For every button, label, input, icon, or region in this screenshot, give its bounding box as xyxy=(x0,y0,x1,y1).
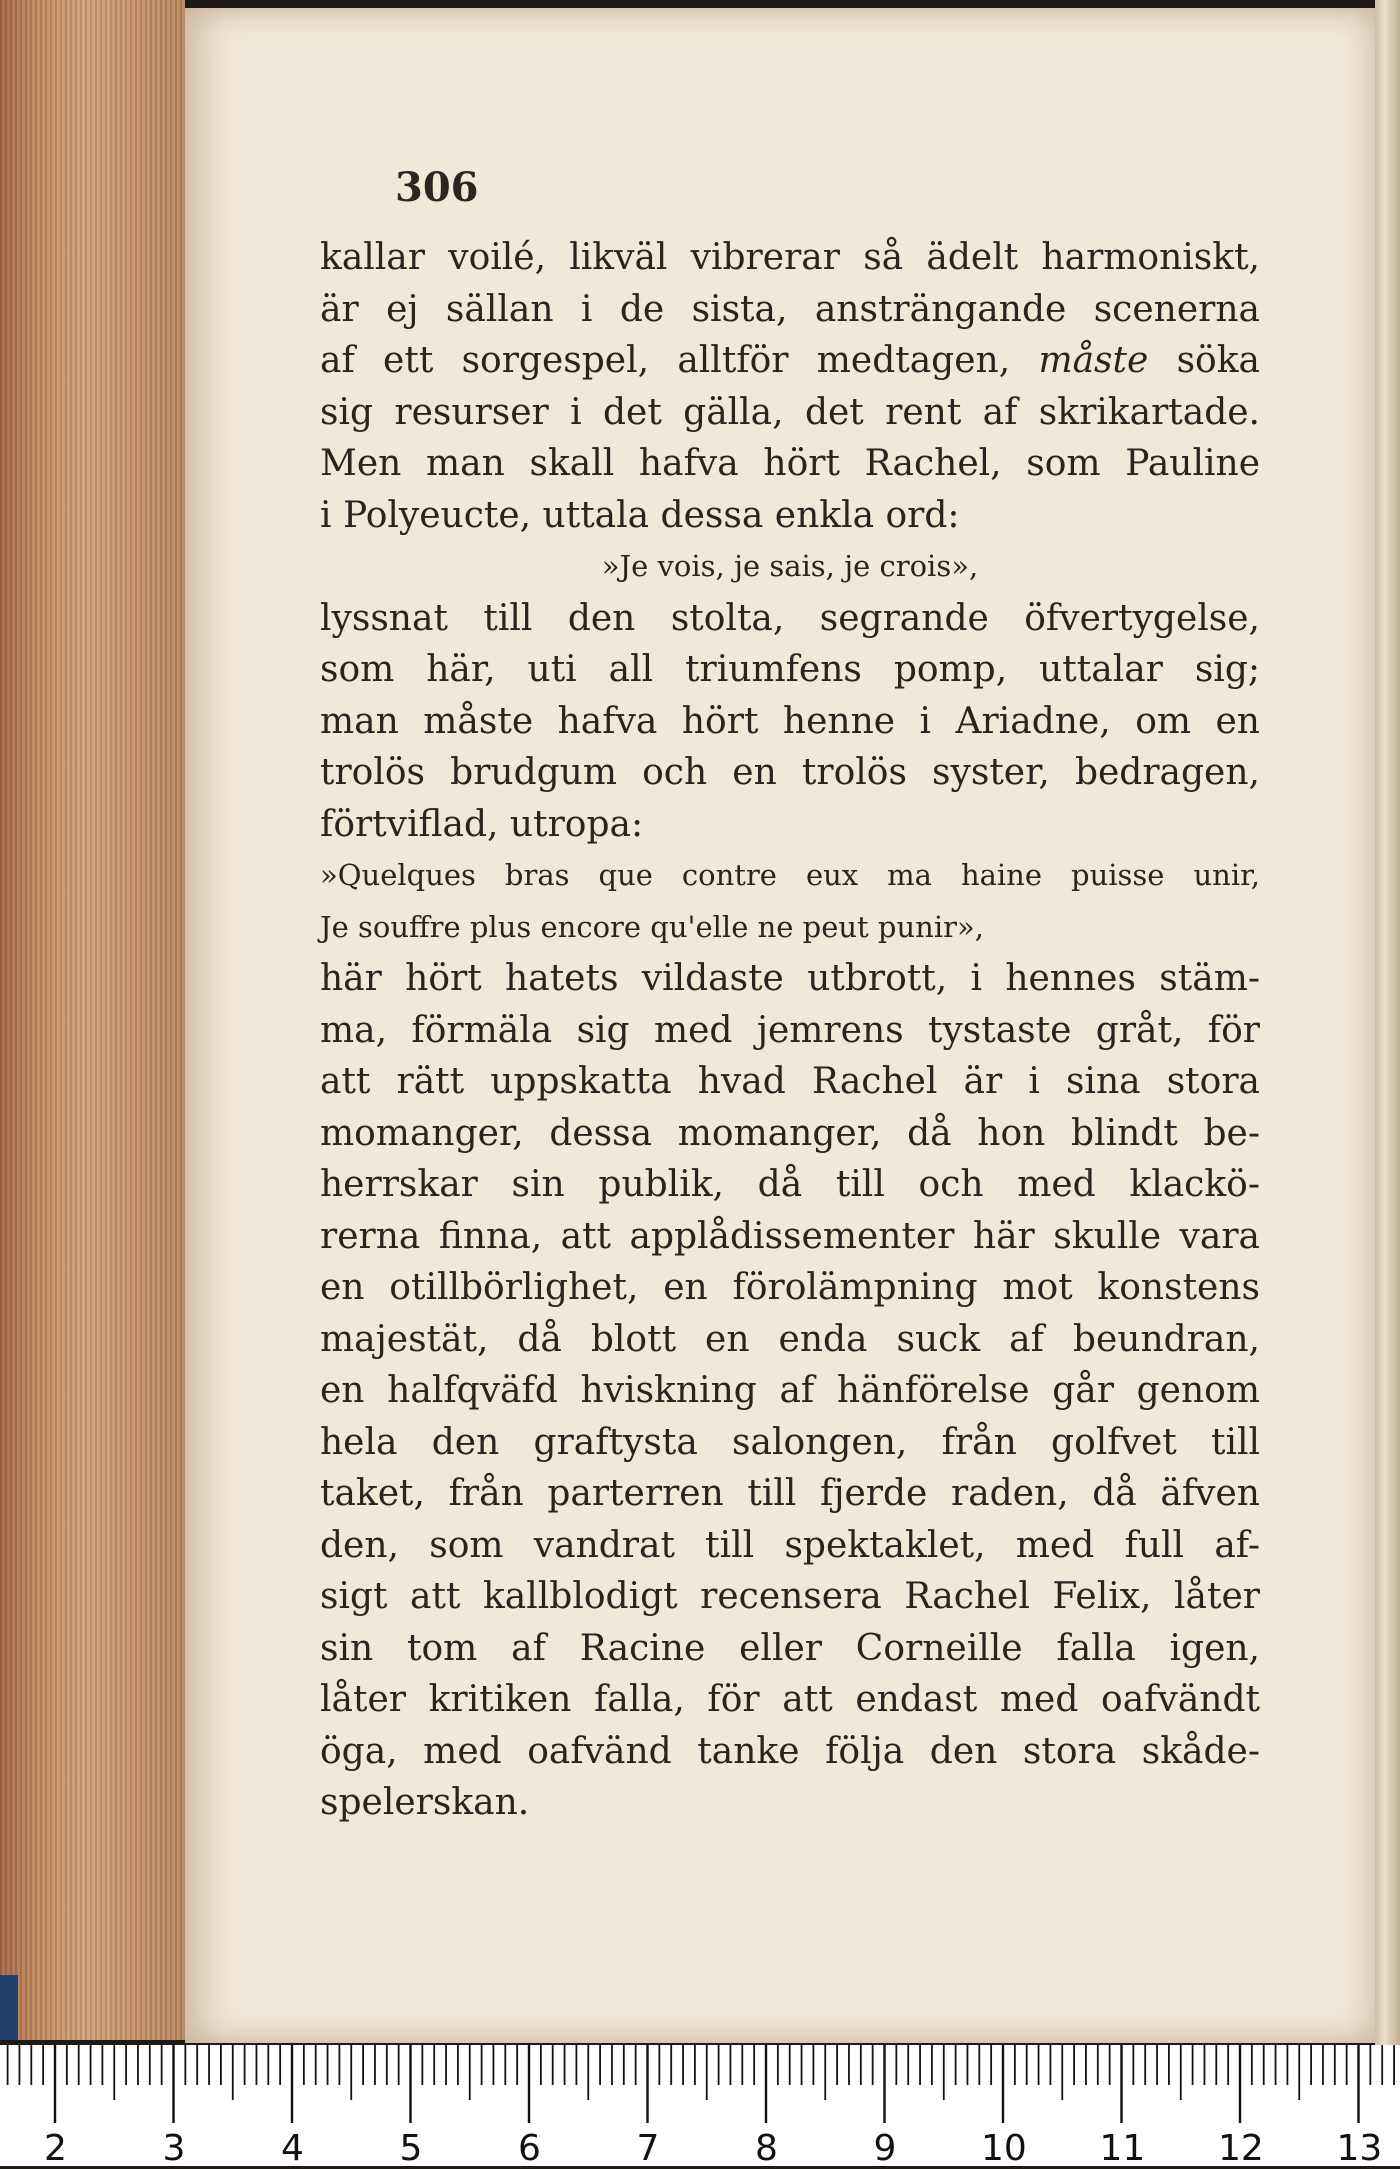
ruler-ticks xyxy=(0,2045,1400,2166)
ruler-label: 5 xyxy=(399,2128,423,2169)
ruler-label: 8 xyxy=(755,2128,778,2169)
ruler-label: 9 xyxy=(873,2128,897,2169)
ruler-label: 4 xyxy=(281,2128,304,2169)
ruler-label: 2 xyxy=(44,2128,67,2169)
text-line: taket, från parterren till fjerde raden, då äfven xyxy=(320,1473,1260,1514)
text-line: en otillbörlighet, en förolämpning mot konstens xyxy=(320,1267,1260,1308)
text-line: trolös brudgum och en trolös syster, bedragen, xyxy=(320,752,1260,793)
text-line: sig resurser i det gälla, det rent af skrikartade. xyxy=(320,391,1260,433)
text-line: i Polyeucte, uttala dessa enkla ord: xyxy=(320,494,960,536)
ruler-label: 11 xyxy=(1099,2128,1146,2169)
text-line: lyssnat till den stolta, segrande öfvertygelse, xyxy=(320,597,1260,639)
text-line: rerna finna, att applådissementer här skulle vara xyxy=(320,1215,1260,1257)
text-line: spelerskan. xyxy=(320,1782,530,1823)
text-line: öga, med oafvänd tanke följa den stora skåde- xyxy=(320,1730,1260,1772)
quote-line: »Je vois, je sais, je crois», xyxy=(601,549,979,583)
ruler-label: 12 xyxy=(1218,2128,1264,2169)
text-fragment: söka xyxy=(1148,340,1260,381)
text-line xyxy=(320,335,1260,387)
quote-line: »Quelques bras que contre eux ma haine puisse unir, xyxy=(320,858,1260,892)
emphasis-word: måste xyxy=(1038,340,1149,381)
page-number: 306 xyxy=(395,164,479,211)
body-text xyxy=(320,232,1260,1829)
text-line: Men man skall hafva hört Rachel, som Pauline xyxy=(320,443,1260,484)
text-line: sin tom af Racine eller Corneille falla igen, xyxy=(320,1627,1260,1669)
ruler-label: 7 xyxy=(636,2128,660,2169)
text-line: hela den graftysta salongen, från golfvet till xyxy=(320,1421,1260,1463)
book-cover-edge xyxy=(0,1975,18,2040)
ruler-label: 10 xyxy=(981,2128,1027,2169)
text-line: låter kritiken falla, för att endast med oafvändt xyxy=(320,1679,1260,1720)
text-line: ma, förmäla sig med jemrens tystaste gråt, för xyxy=(320,1009,1260,1051)
text-fragment: af ett sorgespel, alltför medtagen, xyxy=(320,340,1039,381)
text-line: här hört hatets vildaste utbrott, i hennes stäm- xyxy=(320,958,1260,999)
text-line: sigt att kallblodigt recensera Rachel Felix, låter xyxy=(320,1576,1260,1617)
text-line: en halfqväfd hviskning af hänförelse går genom xyxy=(320,1370,1260,1411)
text-line: den, som vandrat till spektaklet, med full af- xyxy=(320,1524,1260,1566)
ruler-label: 13 xyxy=(1336,2128,1383,2169)
text-line: förtviflad, utropa: xyxy=(320,803,644,845)
text-line: herrskar sin publik, då till och med klackö- xyxy=(320,1164,1260,1205)
ruler-label: 3 xyxy=(162,2128,186,2169)
text-line: är ej sällan i de sista, ansträngande scenerna xyxy=(320,288,1260,330)
book-page-edges xyxy=(0,0,185,2040)
page-gutter xyxy=(1375,0,1400,2045)
text-line: momanger, dessa momanger, då hon blindt be- xyxy=(320,1112,1260,1154)
quote-line: Je souffre plus encore qu'elle ne peut punir», xyxy=(320,909,984,944)
text-line: man måste hafva hört henne i Ariadne, om en xyxy=(320,700,1260,742)
measurement-ruler xyxy=(0,2045,1400,2166)
text-line: kallar voilé, likväl vibrerar så ädelt harmoniskt, xyxy=(320,237,1260,278)
text-line: majestät, då blott en enda suck af beundran, xyxy=(320,1318,1260,1360)
text-line: att rätt uppskatta hvad Rachel är i sina stora xyxy=(320,1061,1260,1102)
text-line: som här, uti all triumfens pomp, uttalar sig; xyxy=(320,649,1260,690)
ruler-label: 6 xyxy=(518,2128,541,2169)
